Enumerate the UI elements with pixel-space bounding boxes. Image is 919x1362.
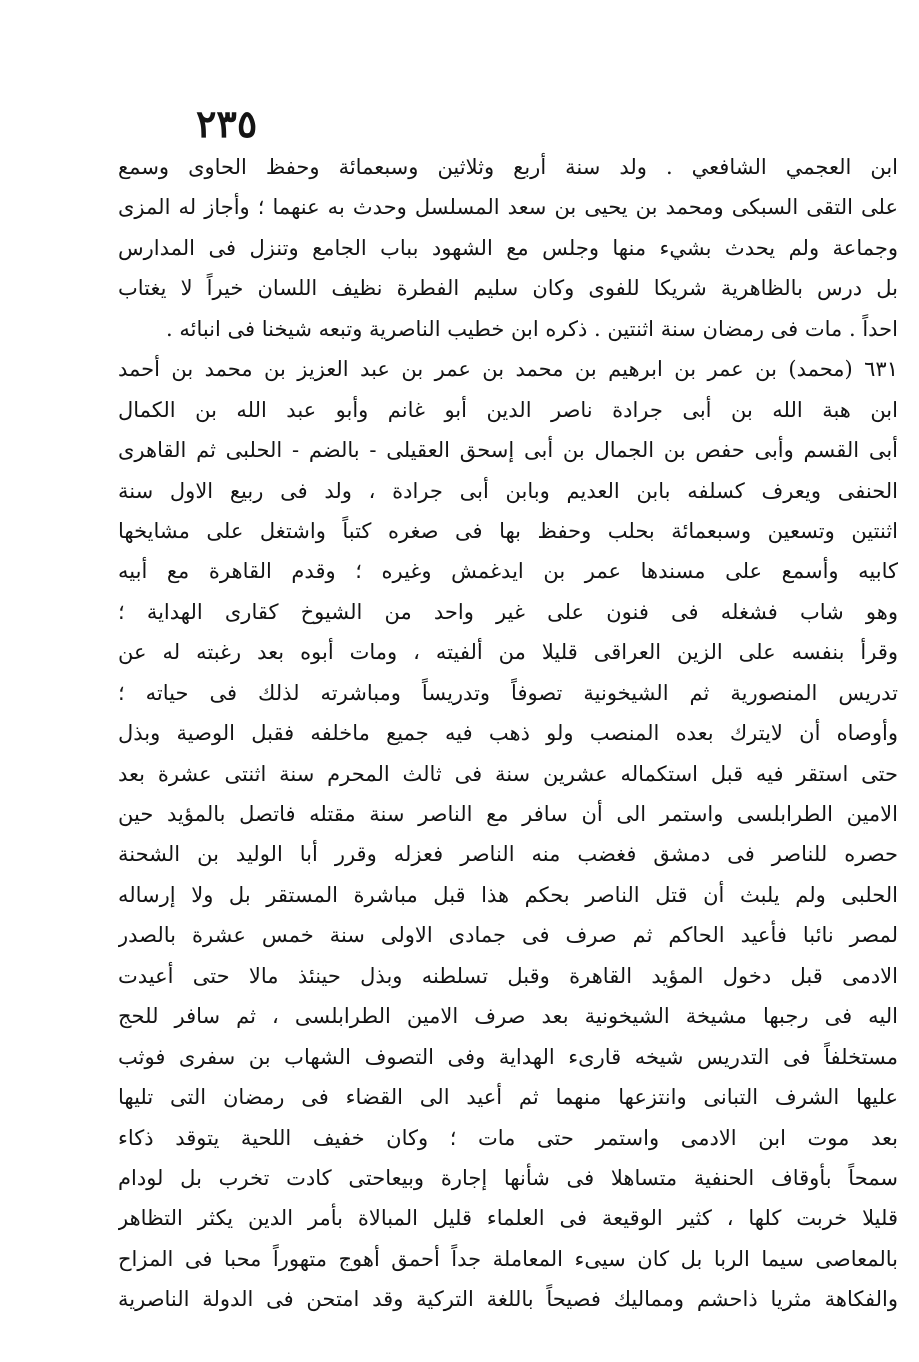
text-line: تدريس المنصورية ثم الشيخونية تصوفاً وتدريساً ومباشرته لذلك فى حياته ؛ — [118, 680, 898, 705]
text-line: سمحاً بأوقاف الحنفية متساهلا فى شأنها إجارة وبيعاحتى كادت تخرب بل لودام — [118, 1165, 898, 1190]
text-line: قليلا خربت كلها ، كثير الوقيعة فى العلماء قليل المبالاة بأمر الدين يكثر التظاهر — [118, 1206, 898, 1231]
text-line: عليها الشرف التبانى وانتزعها منهما ثم أعيد الى القضاء فى رمضان التى تليها — [118, 1085, 898, 1110]
text-line: وأوصاه أن لايترك بعده المنصب ولو ذهب فيه جميع ماخلفه فقبل الوصية وبذل — [118, 721, 898, 746]
text-line: مستخلفاً فى التدريس شيخه قارىء الهداية وفى التصوف الشهاب بن سفرى فوثب — [118, 1044, 898, 1069]
text-line: احداً . مات فى رمضان سنة اثنتين . ذكره ابن خطيب الناصرية وتبعه شيخنا فى انبائه . — [165, 316, 898, 341]
text-line: الحنفى ويعرف كسلفه بابن العديم وبابن أبى جرادة ، ولد فى ربيع الاول سنة — [118, 478, 898, 503]
text-line: الحلبى ولم يلبث أن قتل الناصر بحكم هذا قبل مباشرة المستقر بل ولا إرساله — [118, 882, 898, 907]
text-line: بالمعاصى سيما الربا بل كان سيىء المعاملة جداً أحمق أهوج متهوراً محبا فى المزاح — [118, 1246, 898, 1271]
text-line: كابيه وأسمع على مسندها عمر بن ايدغمش وغيره ؛ وقدم القاهرة مع أبيه — [118, 559, 898, 584]
text-line: أبى القسم وأبى حفص بن الجمال بن أبى إسحق العقيلى - بالضم - الحلبى ثم القاهرى — [118, 438, 898, 463]
text-line: حتى استقر فيه قبل استكماله عشرين سنة فى ثالث المحرم سنة اثنتى عشرة بعد — [118, 761, 898, 786]
text-line: اثنتين وتسعين وسبعمائة بحلب وحفظ بها فى صغره كتباً واشتغل على مشايخها — [118, 518, 898, 543]
body-text — [118, 147, 898, 1320]
text-line: والفكاهة مثريا ذاحشم ومماليك فصيحاً باللغة التركية وقد امتحن فى الدولة الناصرية — [118, 1287, 898, 1312]
text-line: ابن العجمي الشافعي . ولد سنة أربع وثلاثين وسبعمائة وحفظ الحاوى وسمع — [118, 155, 898, 179]
text-line: بل درس بالظاهرية شريكا للفوى وكان سليم الفطرة نظيف اللسان خيراً لا يغتاب — [118, 276, 898, 301]
text-line: اليه فى رجبها مشيخة الشيخونية بعد صرف الامين الطرابلسى ، ثم سافر للحج — [118, 1004, 898, 1029]
text-line: حصره للناصر فى دمشق فغضب منه الناصر فعزله وقرر أبا الوليد بن الشحنة — [118, 842, 898, 867]
text-line: بعد موت ابن الادمى واستمر حتى مات ؛ وكان خفيف اللحية يتوقد ذكاء — [118, 1125, 898, 1150]
text-line: الامين الطرابلسى واستمر الى أن سافر مع الناصر سنة مقتله فاتصل بالمؤيد حين — [118, 802, 898, 826]
text-line: على التقى السبكى ومحمد بن يحيى بن سعد المسلسل وحدث به عنهما ؛ وأجاز له المزى — [118, 195, 898, 220]
text-line: ابن هبة الله بن أبى جرادة ناصر الدين أبو غانم وأبو عبد الله بن الكمال — [118, 397, 898, 422]
text-line: وهو شاب فشغله فى فنون على غير واحد من الشيوخ كقارى الهداية ؛ — [118, 599, 898, 624]
text-line: وقرأ بنفسه على الزين العراقى قليلا من ألفيته ، ومات أبوه بعد رغبته له عن — [118, 640, 898, 665]
text-line: الادمى قبل دخول المؤيد القاهرة وقبل تسلطنه وبذل حينئذ مالا حتى أعيدت — [118, 963, 898, 988]
page-number: ٢٣٥ — [196, 101, 258, 146]
text-line: وجماعة ولم يحدث بشيء منها وجلس مع الشهود بباب الجامع وتنزل فى المدارس — [118, 235, 898, 260]
text-line: ٦٣١ (محمد) بن عمر بن ابرهيم بن محمد بن عمر بن عبد العزيز بن محمد بن أحمد — [118, 357, 898, 382]
text-line: لمصر نائبا فأعيد الحاكم ثم صرف فى جمادى الاولى سنة خمس عشرة بالصدر — [118, 923, 898, 948]
